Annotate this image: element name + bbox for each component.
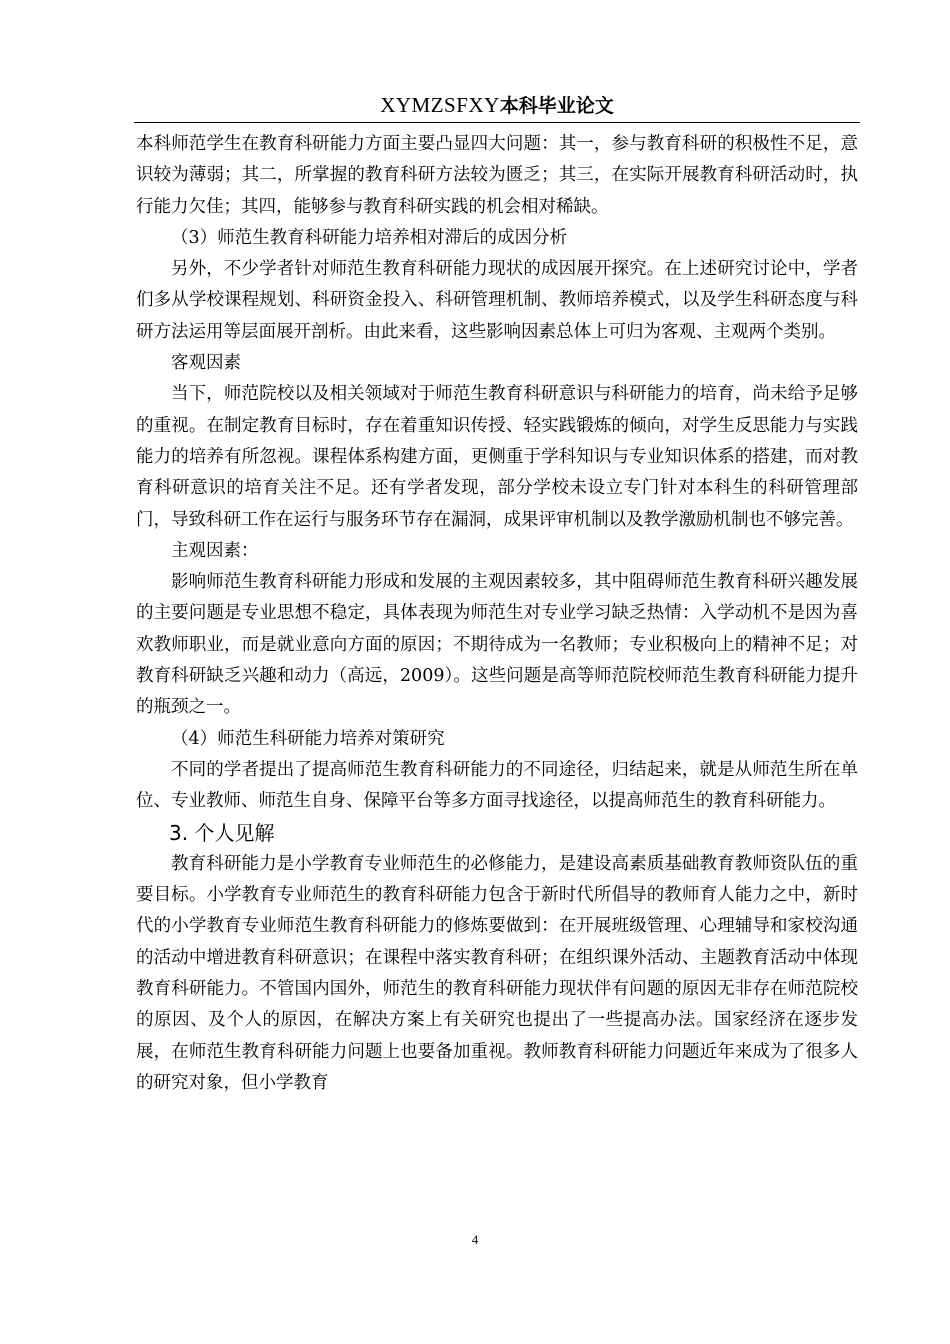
subheading-4: （4）师范生科研能力培养对策研究 (171, 728, 445, 749)
paragraph: 影响师范生教育科研能力形成和发展的主观因素较多，其中阻碍师范生教育科研兴趣发展的主要问题是专业思想不稳定，具体表现为师范生对专业学习缺乏热情：入学动机不是因为喜欢教师职业，而是就业意向方面的原因；不期待成为一名教师；专业积极向上的精神不足；对教育科研缺乏兴趣和动力（高远，2009）。这些问题是高等师范院校师范生教育科研能力提升的瓶颈之一。 (136, 572, 858, 718)
page-number: 4 (471, 1232, 479, 1247)
paragraph: 当下，师范院校以及相关领域对于师范生教育科研意识与科研能力的培育，尚未给予足够的重视。在制定教育目标时，存在着重知识传授、轻实践锻炼的倾向，对学生反思能力与实践能力的培养有所忽视。课程体系构建方面，更侧重于学科知识与专业知识体系的搭建，而对教育科研意识的培育关注不足。还有学者发现，部分学校未设立专门针对本科生的科研管理部门，导致科研工作在运行与服务环节存在漏洞，成果评审机制以及教学激励机制也不够完善。 (136, 384, 858, 530)
paragraph-continued: 本科师范学生在教育科研能力方面主要凸显四大问题：其一，参与教育科研的积极性不足，意识较为薄弱；其二，所掌握的教育科研方法较为匮乏；其三，在实际开展教育科研活动时，执行能力欠佳；其四，能够参与教育科研实践的机会相对稀缺。 (136, 134, 858, 217)
subheading-objective: 客观因素 (171, 353, 241, 374)
header-code: XYMZSFXY (380, 93, 500, 117)
body-text (136, 129, 858, 1099)
header-suffix: 本科毕业论文 (499, 95, 614, 117)
paragraph: 教育科研能力是小学教育专业师范生的必修能力，是建设高素质基础教育教师资队伍的重要目标。小学教育专业师范生的教育科研能力包含于新时代所倡导的教师育人能力之中，新时代的小学教育专业师范生教育科研能力的修炼要做到：在开展班级管理、心理辅导和家校沟通的活动中增进教育科研意识；在课程中落实教育科研；在组织课外活动、主题教育活动中体现教育科研能力。不管国内国外，师范生的教育科研能力现状伴有问题的原因无非存在师范院校的原因、及个人的原因，在解决方案上有关研究也提出了一些提高办法。国家经济在逐步发展，在师范生教育科研能力问题上也要备加重视。教师教育科研能力问题近年来成为了很多人的研究对象，但小学教育 (136, 853, 858, 1093)
paragraph: 不同的学者提出了提高师范生教育科研能力的不同途径，归结起来，就是从师范生所在单位、专业教师、师范生自身、保障平台等多方面寻找途径，以提高师范生的教育科研能力。 (136, 759, 858, 812)
page-header (134, 92, 860, 119)
paragraph: 另外，不少学者针对师范生教育科研能力现状的成因展开探究。在上述研究讨论中，学者们多从学校课程规划、科研资金投入、科研管理机制、教师培养模式，以及学生科研态度与科研方法运用等层面展开剖析。由此来看，这些影响因素总体上可归为客观、主观两个类别。 (136, 259, 858, 342)
subheading-subjective: 主观因素： (171, 540, 259, 561)
subheading-3: （3）师范生教育科研能力培养相对滞后的成因分析 (171, 227, 568, 248)
header-rule (134, 122, 860, 123)
section-heading: 3. 个人见解 (169, 820, 275, 845)
